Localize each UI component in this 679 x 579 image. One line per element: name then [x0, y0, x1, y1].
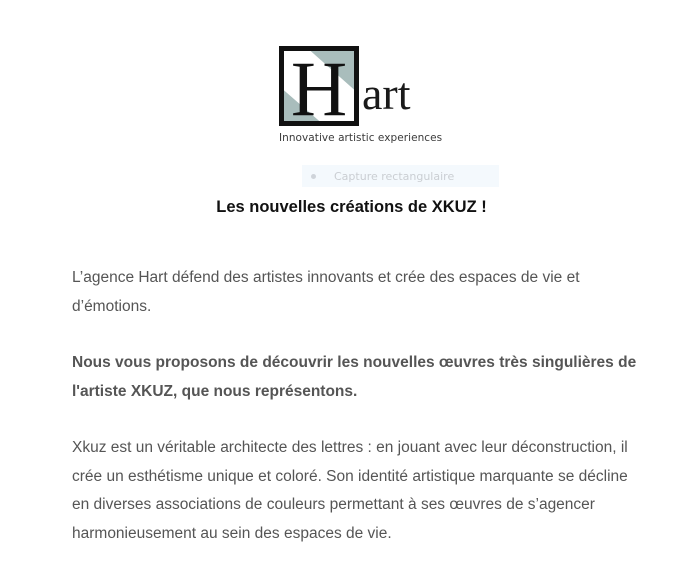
email-headline: Les nouvelles créations de XKUZ ! [216, 198, 487, 216]
hart-logo [279, 46, 443, 150]
logo-mark-letter: H [290, 46, 348, 126]
capture-tooltip-label: Capture rectangulaire [334, 169, 455, 183]
email-body [72, 264, 647, 576]
logo-tagline: Innovative artistic experiences [279, 132, 443, 144]
capture-bullet-icon [311, 174, 316, 179]
artist-description-paragraph: Xkuz est un véritable architecte des lettres : en jouant avec leur déconstruction, il crée un esthétisme unique et coloré. Son identité artistique marquante se décline en diverses associations de couleurs permettant à ses œuvres de s’agencer harmonieusement au sein des espaces de vie. [72, 439, 628, 542]
highlight-paragraph: Nous vous proposons de découvrir les nouvelles œuvres très singulières de l'artiste XKUZ, que nous représentons. [72, 354, 637, 400]
logo-wordmark: art [362, 68, 411, 119]
hart-logo-mark-icon [279, 46, 359, 126]
capture-tooltip[interactable] [302, 165, 499, 187]
intro-paragraph: L’agence Hart défend des artistes innovants et crée des espaces de vie et d’émotions. [72, 269, 580, 315]
